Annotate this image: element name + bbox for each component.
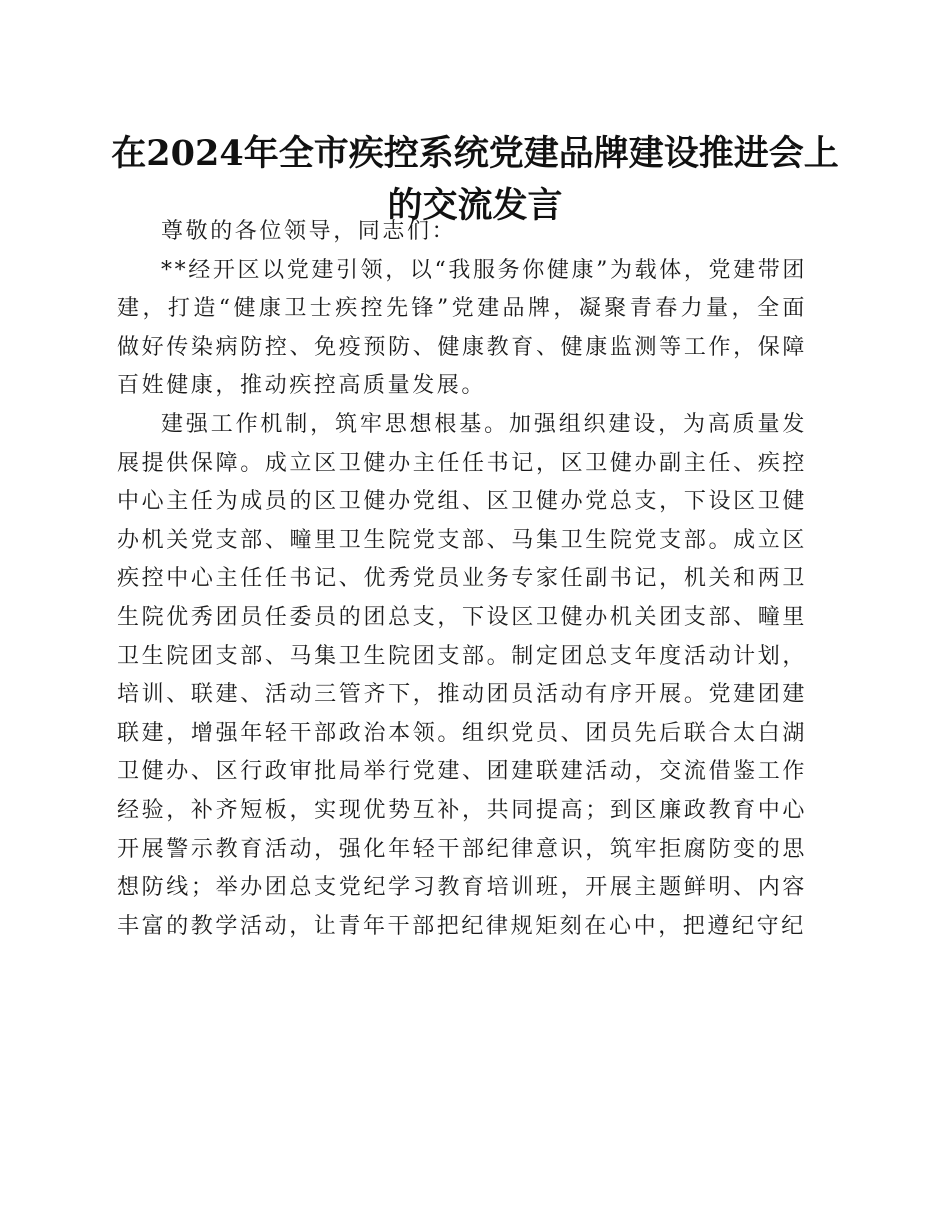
mechanism-paragraph: 建强工作机制，筑牢思想根基。加强组织建设，为高质量发展提供保障。成立区卫健办主任任书记，区卫健办副主任、疾控中心主任为成员的区卫健办党组、区卫健办党总支，下设区卫健办机关党支部、疃里卫生院党支部、马集卫生院党支部。成立区疾控中心主任任书记、优秀党员业务专家任副书记，机关和两卫生院优秀团员任委员的团总支，下设区卫健办机关团支部、疃里卫生院团支部、马集卫生院团支部。制定团总支年度活动计划，培训、联建、活动三管齐下，推动团员活动有序开展。党建团建联建，增强年轻干部政治本领。组织党员、团员先后联合太白湖卫健办、区行政审批局举行党建、团建联建活动，交流借鉴工作经验，补齐短板，实现优势互补，共同提高；到区廉政教育中心开展警示教育活动，强化年轻干部纪律意识，筑牢拒腐防变的思想防线；举办团总支党纪学习教育培训班，开展主题鲜明、内容丰富的教学活动，让青年干部把纪律规矩刻在心中，把遵纪守纪 <box>117 411 807 939</box>
salutation-paragraph: 尊敬的各位领导，同志们： <box>161 219 457 244</box>
document-body <box>117 213 807 946</box>
title-line-1: 在2024年全市疾控系统党建品牌建设推进会上 <box>111 133 839 174</box>
intro-paragraph: **经开区以党建引领，以“我服务你健康”为载体，党建带团建，打造“健康卫士疾控先锋”党建品牌，凝聚青春力量，全面做好传染病防控、免疫预防、健康教育、健康监测等工作，保障百姓健康，推动疾控高质量发展。 <box>117 257 807 399</box>
title-line-2: 的交流发言 <box>387 185 563 226</box>
